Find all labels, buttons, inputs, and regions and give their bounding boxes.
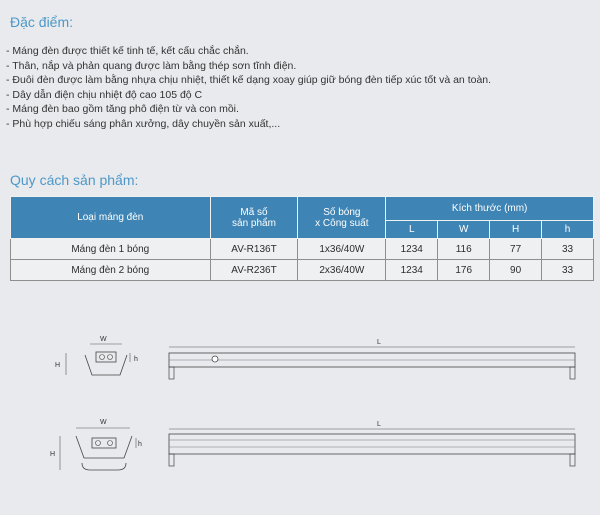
single-lamp-cross-section bbox=[50, 335, 140, 395]
dim-label-W: W bbox=[100, 419, 107, 426]
double-lamp-cross-section bbox=[48, 418, 143, 483]
cell-code: AV-R136T bbox=[210, 239, 298, 260]
spec-title: Quy cách sản phẩm: bbox=[10, 172, 139, 188]
spec-table bbox=[10, 196, 594, 281]
cell-power: 1x36/40W bbox=[298, 239, 386, 260]
dim-label-h: h bbox=[134, 356, 138, 363]
dim-label-H: H bbox=[55, 362, 61, 369]
header-W: W bbox=[438, 221, 490, 239]
dim-label-W: W bbox=[100, 336, 107, 343]
feature-item: - Đuôi đèn được làm bằng nhựa chịu nhiệt, thiết kế dạng xoay giúp giữ bóng đèn tiếp xúc tốt và an toàn. bbox=[6, 73, 491, 88]
header-code-line2: sản phẩm bbox=[232, 217, 276, 229]
header-H: H bbox=[490, 221, 542, 239]
cell-H: 77 bbox=[490, 239, 542, 260]
header-code-line1: Mã số bbox=[240, 206, 268, 218]
dim-label-H: H bbox=[50, 451, 56, 458]
feature-item: - Máng đèn được thiết kế tinh tế, kết cấu chắc chắn. bbox=[6, 44, 491, 59]
dim-label-L: L bbox=[377, 421, 381, 428]
header-L: L bbox=[386, 221, 438, 239]
header-code bbox=[210, 197, 298, 239]
header-dimensions: Kích thước (mm) bbox=[386, 197, 594, 221]
table-row bbox=[11, 260, 594, 281]
single-lamp-side-view bbox=[163, 338, 583, 384]
feature-item: - Phù hợp chiếu sáng phân xưởng, dây chuyền sản xuất,... bbox=[6, 117, 491, 132]
cell-W: 116 bbox=[438, 239, 490, 260]
cell-type: Máng đèn 2 bóng bbox=[11, 260, 211, 281]
dim-label-L: L bbox=[377, 339, 381, 346]
table-row bbox=[11, 239, 594, 260]
cell-H: 90 bbox=[490, 260, 542, 281]
header-power bbox=[298, 197, 386, 239]
cell-type: Máng đèn 1 bóng bbox=[11, 239, 211, 260]
dim-label-h: h bbox=[138, 441, 142, 448]
cell-W: 176 bbox=[438, 260, 490, 281]
cell-L: 1234 bbox=[386, 260, 438, 281]
features-list bbox=[6, 44, 491, 132]
feature-item: - Máng đèn bao gồm tăng phô điện từ và con mồi. bbox=[6, 102, 491, 117]
cell-power: 2x36/40W bbox=[298, 260, 386, 281]
cell-code: AV-R236T bbox=[210, 260, 298, 281]
cell-h: 33 bbox=[542, 239, 594, 260]
double-lamp-side-view bbox=[163, 420, 583, 470]
features-title: Đặc điểm: bbox=[10, 14, 74, 30]
cell-L: 1234 bbox=[386, 239, 438, 260]
header-power-line1: Số bóng bbox=[323, 206, 361, 218]
cell-h: 33 bbox=[542, 260, 594, 281]
feature-item: - Dây dẫn điện chịu nhiệt độ cao 105 độ C bbox=[6, 88, 491, 103]
feature-item: - Thân, nắp và phản quang được làm bằng thép sơn tĩnh điện. bbox=[6, 59, 491, 74]
header-type: Loại máng đèn bbox=[11, 197, 211, 239]
header-h: h bbox=[542, 221, 594, 239]
header-power-line2: x Công suất bbox=[315, 217, 369, 229]
